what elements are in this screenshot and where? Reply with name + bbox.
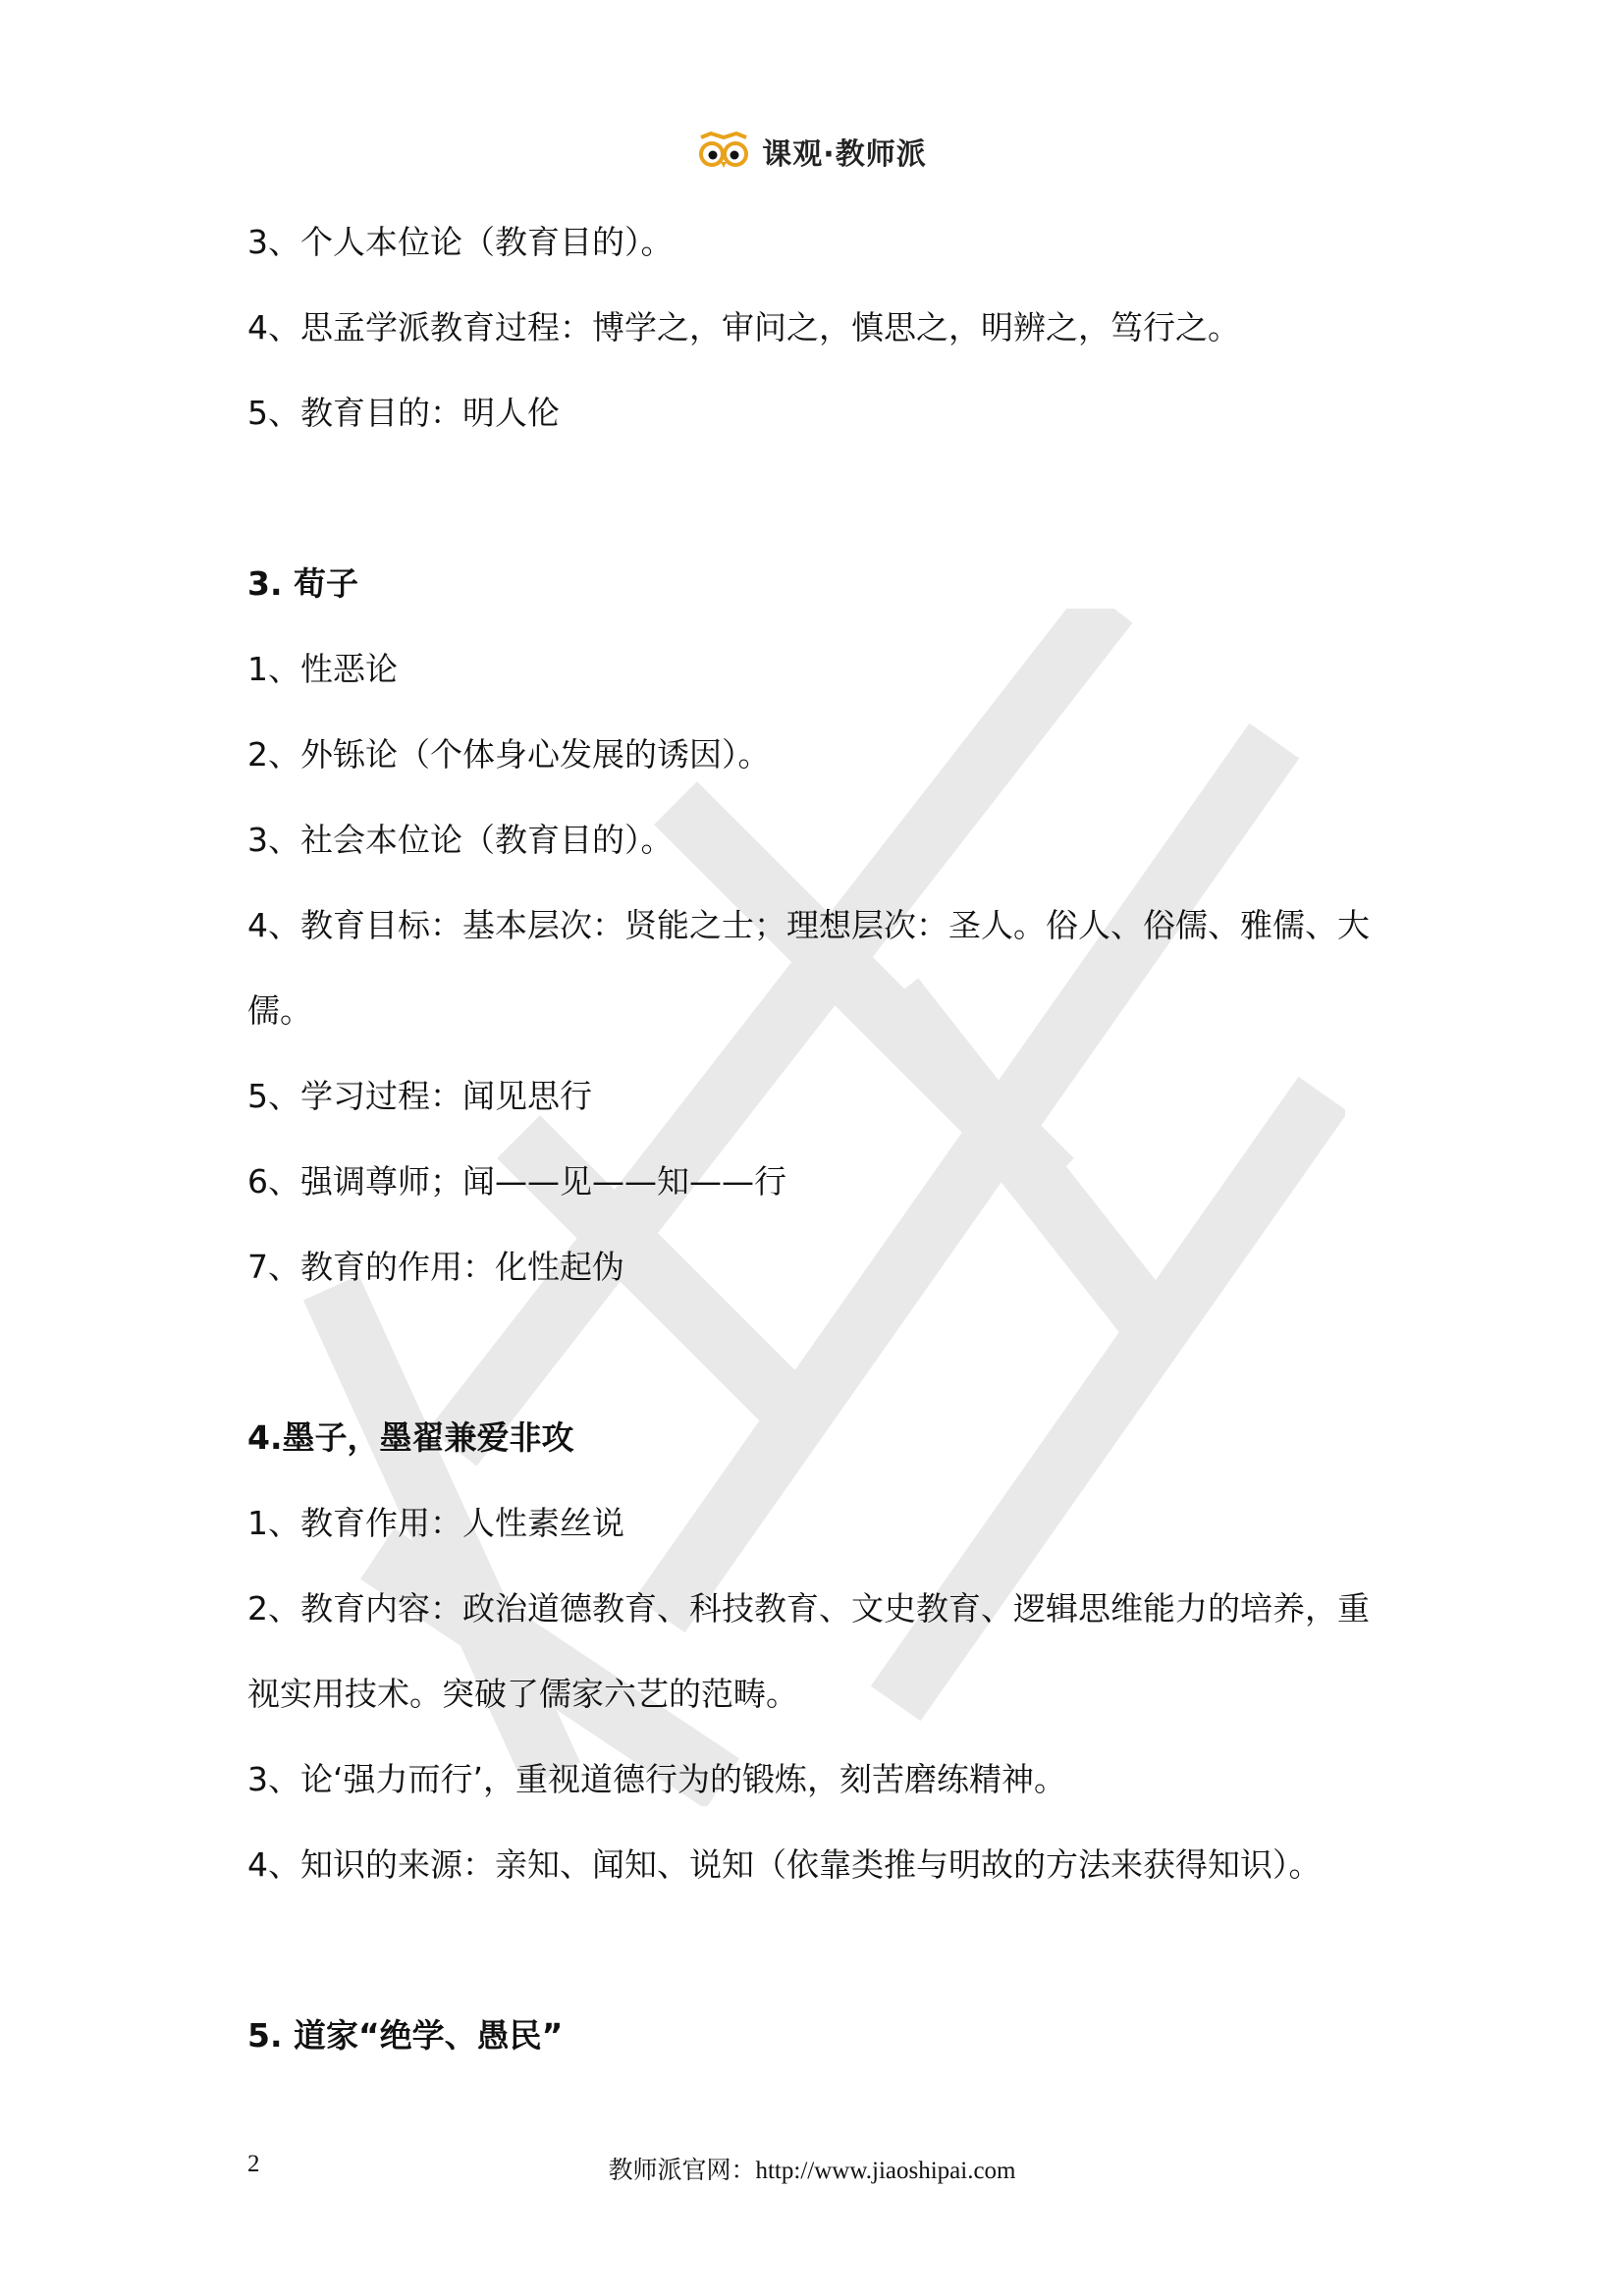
text-line: 7、教育的作用：化性起伪 bbox=[247, 1248, 624, 1286]
text-line: 4、思孟学派教育过程：博学之，审问之，慎思之，明辨之，笃行之。 bbox=[247, 308, 1240, 347]
text-line: 2、外铄论（个体身心发展的诱因）。 bbox=[247, 735, 771, 774]
section-heading-mozi: 4.墨子，墨翟兼爱非攻 bbox=[247, 1418, 574, 1457]
text-line: 3、个人本位论（教育目的）。 bbox=[247, 223, 674, 261]
owl-logo-icon bbox=[697, 132, 750, 171]
text-line: 1、教育作用：人性素丝说 bbox=[247, 1504, 624, 1542]
text-line: 2、教育内容：政治道德教育、科技教育、文史教育、逻辑思维能力的培养，重 bbox=[247, 1589, 1370, 1628]
text-line: 3、社会本位论（教育目的）。 bbox=[247, 821, 674, 859]
section-heading-xunzi: 3. 荀子 bbox=[247, 564, 358, 603]
text-line: 1、性恶论 bbox=[247, 650, 398, 688]
brand-name: 课观·教师派 bbox=[762, 137, 927, 172]
text-line: 6、强调尊师；闻——见——知——行 bbox=[247, 1162, 786, 1201]
text-line: 5、教育目的：明人伦 bbox=[247, 394, 560, 432]
page-number: 2 bbox=[247, 2151, 260, 2177]
text-line: 5、学习过程：闻见思行 bbox=[247, 1077, 592, 1115]
section-heading-daoist: 5. 道家“绝学、愚民” bbox=[247, 2016, 564, 2055]
text-line: 4、知识的来源：亲知、闻知、说知（依靠类推与明故的方法来获得知识）。 bbox=[247, 1845, 1322, 1884]
text-line: 4、教育目标：基本层次：贤能之士；理想层次：圣人。俗人、俗儒、雅儒、大 bbox=[247, 906, 1370, 944]
header-logo bbox=[0, 130, 1624, 173]
text-line: 儒。 bbox=[247, 991, 312, 1030]
text-line: 3、论‘强力而行’，重视道德行为的锻炼，刻苦磨练精神。 bbox=[247, 1760, 1066, 1798]
text-line: 视实用技术。突破了儒家六艺的范畴。 bbox=[247, 1675, 798, 1713]
footer-site-link[interactable]: 教师派官网：http://www.jiaoshipai.com bbox=[608, 2158, 1016, 2184]
